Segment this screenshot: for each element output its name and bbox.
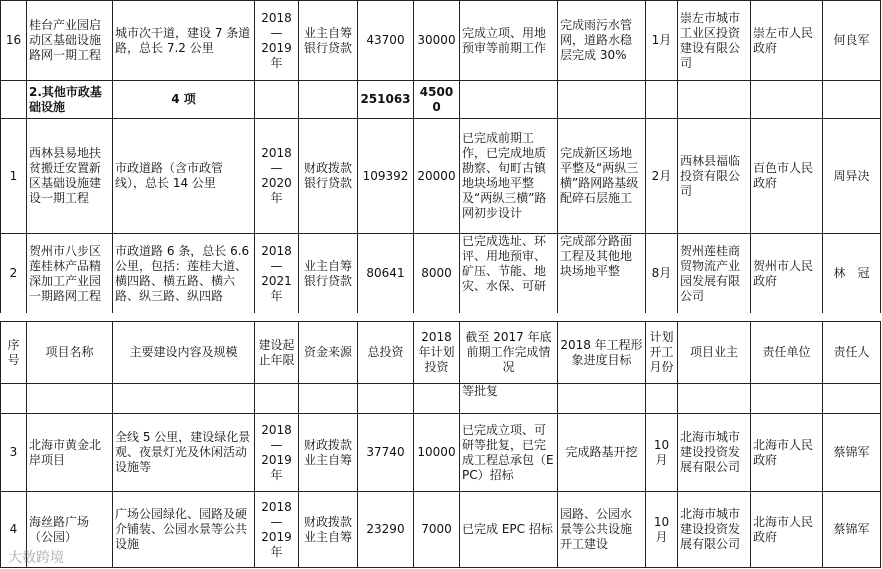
total-investment: 37740 (358, 414, 414, 492)
planned-investment: 30000 (414, 1, 460, 81)
prior-work: 完成立项、用地预审等前期工作 (460, 1, 558, 81)
construction-years: 2018 — 2019 年 (255, 492, 299, 568)
project-name: 海丝路广场（公园） (27, 492, 113, 568)
header-target: 2018 年工程形象进度目标 (558, 322, 646, 384)
carryover-row (1, 384, 881, 414)
header-plan: 2018 年计划投资 (414, 322, 460, 384)
project-owner: 北海市城市建设投资发展有限公司 (678, 492, 751, 568)
prior-work: 已完成立项、可研等批复，已完成工程总承包（EPC）招标 (460, 414, 558, 492)
construction-content: 城市次干道，建设 7 条道路，总长 7.2 公里 (113, 1, 255, 81)
start-month: 2月 (646, 119, 678, 234)
construction-content: 市政道路 6 条，总长 6.6 公里，包括：莲桂大道、横四路、横五路、横六路、纵三路、纵四路 (113, 234, 255, 314)
responsible-unit: 北海市人民政府 (751, 414, 823, 492)
responsible-unit: 崇左市人民政府 (751, 1, 823, 81)
group-count: 4 项 (113, 81, 255, 119)
header-owner: 项目业主 (678, 322, 751, 384)
construction-years: 2018 — 2020 年 (255, 119, 299, 234)
construction-years: 2018 — 2021 年 (255, 234, 299, 314)
progress-target: 完成路基开挖 (558, 414, 646, 492)
project-owner: 贺州莲桂商贸物流产业园发展有限公司 (678, 234, 751, 314)
total-investment: 80641 (358, 234, 414, 314)
header-name: 项目名称 (27, 322, 113, 384)
project-name: 西林县易地扶贫搬迁安置新区基础设施建设一期工程 (27, 119, 113, 234)
planned-investment: 8000 (414, 234, 460, 314)
total-investment: 23290 (358, 492, 414, 568)
row-number: 4 (1, 492, 27, 568)
progress-target: 园路、公园水景等公共设施开工建设 (558, 492, 646, 568)
fund-source: 财政拨款 业主自筹 (299, 414, 358, 492)
responsible-person: 周异决 (823, 119, 881, 234)
responsible-unit: 贺州市人民政府 (751, 234, 823, 314)
project-table-bottom (0, 321, 881, 568)
progress-target: 完成部分路面工程及其他地块场地平整 (558, 234, 646, 314)
header-years: 建设起止年限 (255, 322, 299, 384)
project-owner: 崇左市城市工业区投资建设有限公司 (678, 1, 751, 81)
row-number: 1 (1, 119, 27, 234)
fund-source: 财政拨款 业主自筹 (299, 492, 358, 568)
construction-years: 2018 — 2019 年 (255, 414, 299, 492)
carryover-text: 等批复 (460, 384, 558, 414)
total-investment: 43700 (358, 1, 414, 81)
start-month: 10 月 (646, 414, 678, 492)
header-fund: 资金来源 (299, 322, 358, 384)
project-name: 桂台产业园启动区基础设施路网一期工程 (27, 1, 113, 81)
start-month: 8月 (646, 234, 678, 314)
progress-target: 完成新区场地平整及“两纵三横”路网路基级配碎石层施工 (558, 119, 646, 234)
header-unit: 责任单位 (751, 322, 823, 384)
prior-work: 已完成 EPC 招标 (460, 492, 558, 568)
table-row (1, 234, 881, 314)
fund-source: 业主自筹 银行贷款 (299, 1, 358, 81)
page-break (0, 313, 882, 321)
project-name: 贺州市八步区莲桂林产品精深加工产业园一期路网工程 (27, 234, 113, 314)
responsible-person: 蔡锦军 (823, 414, 881, 492)
group-row (1, 81, 881, 119)
group-plan: 45000 (414, 81, 460, 119)
header-no: 序号 (1, 322, 27, 384)
header-prior: 截至 2017 年底前期工作完成情况 (460, 322, 558, 384)
watermark: 大数跨境 (8, 550, 64, 566)
planned-investment: 20000 (414, 119, 460, 234)
responsible-unit: 北海市人民政府 (751, 492, 823, 568)
responsible-person: 蔡锦军 (823, 492, 881, 568)
header-row (1, 322, 881, 384)
fund-source: 财政拨款 银行贷款 (299, 119, 358, 234)
start-month: 1月 (646, 1, 678, 81)
responsible-person: 林 冠 (823, 234, 881, 314)
group-title: 2.其他市政基础设施 (27, 81, 113, 119)
row-number: 2 (1, 234, 27, 314)
table-row (1, 492, 881, 568)
table-row (1, 119, 881, 234)
progress-target: 完成雨污水管网，道路水稳层完成 30% (558, 1, 646, 81)
prior-work: 已完成选址、环评、用地预审、矿压、节能、地灾、水保、可研 (460, 234, 558, 314)
fund-source: 业主自筹 银行贷款 (299, 234, 358, 314)
construction-content: 广场公园绿化、园路及硬介铺装、公园水景等公共设施 (113, 492, 255, 568)
planned-investment: 10000 (414, 414, 460, 492)
project-owner: 北海市城市建设投资发展有限公司 (678, 414, 751, 492)
header-person: 责任人 (823, 322, 881, 384)
group-total: 251063 (358, 81, 414, 119)
table-row (1, 414, 881, 492)
header-month: 计划开工月份 (646, 322, 678, 384)
responsible-person: 何良军 (823, 1, 881, 81)
construction-years: 2018 — 2019 年 (255, 1, 299, 81)
project-owner: 西林县福临投资有限公司 (678, 119, 751, 234)
project-name: 北海市黄金北岸项目 (27, 414, 113, 492)
row-number: 3 (1, 414, 27, 492)
planned-investment: 7000 (414, 492, 460, 568)
table-row (1, 1, 881, 81)
start-month: 10 月 (646, 492, 678, 568)
construction-content: 市政道路（含市政管线），总长 14 公里 (113, 119, 255, 234)
header-total: 总投资 (358, 322, 414, 384)
responsible-unit: 百色市人民政府 (751, 119, 823, 234)
header-content: 主要建设内容及规模 (113, 322, 255, 384)
construction-content: 全线 5 公里，建设绿化景观、夜景灯光及休闲活动设施等 (113, 414, 255, 492)
row-number: 16 (1, 1, 27, 81)
total-investment: 109392 (358, 119, 414, 234)
prior-work: 已完成前期工作，已完成地质勘察、旬町古镇地块场地平整及“两纵三横”路网初步设计 (460, 119, 558, 234)
